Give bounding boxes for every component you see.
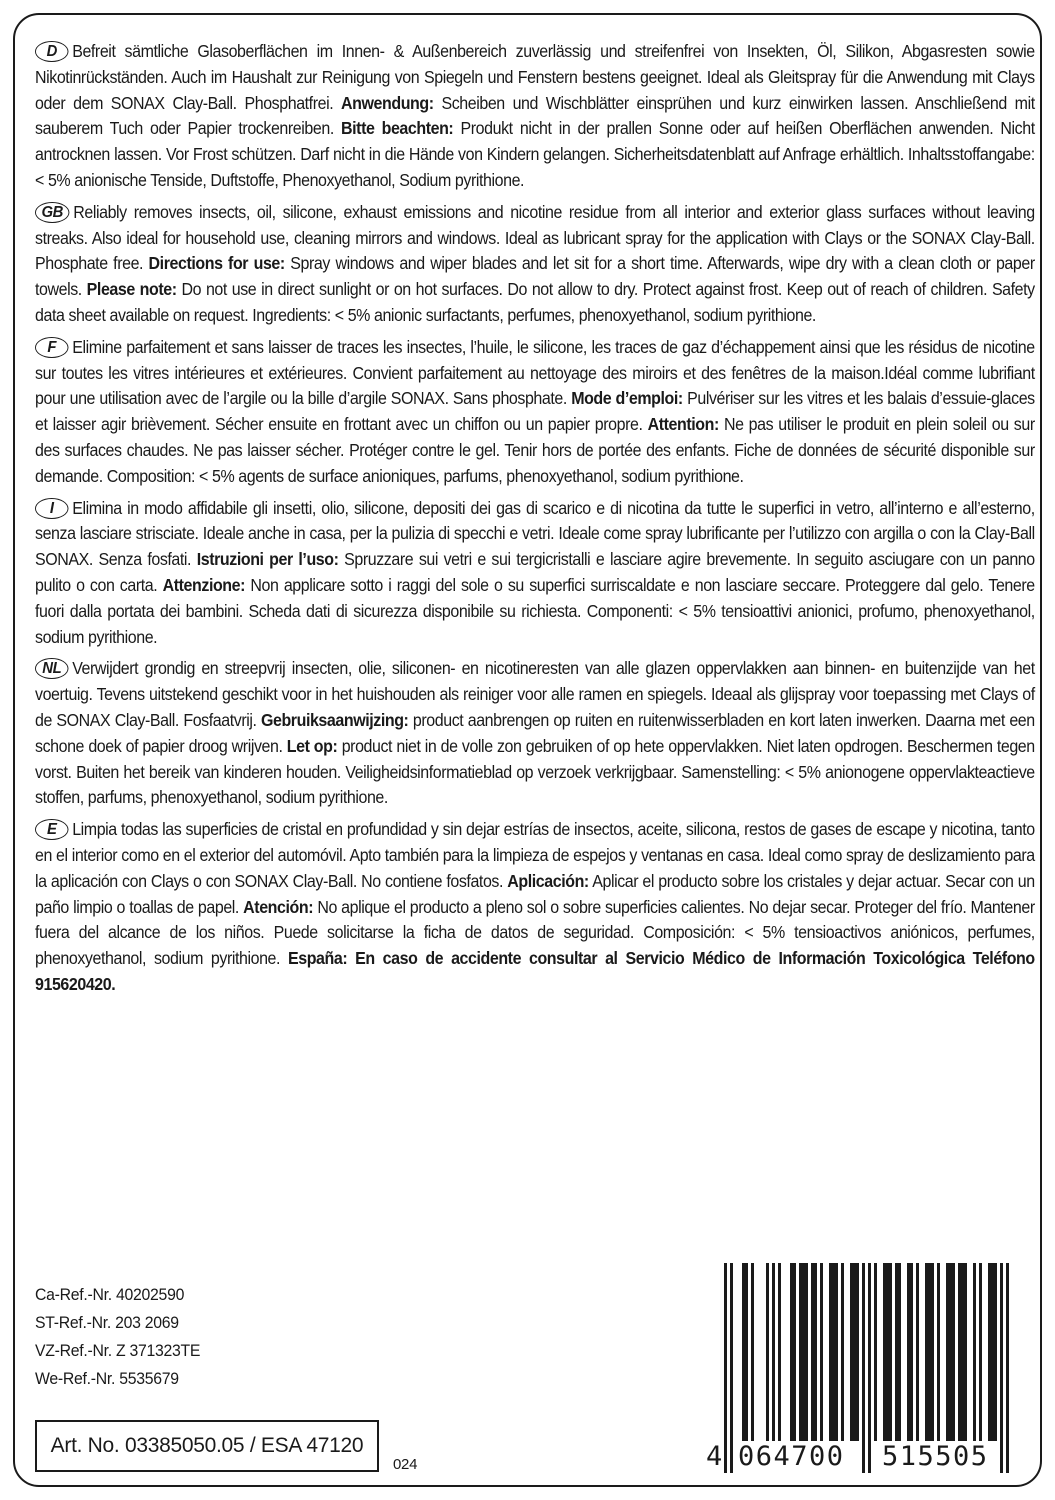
barcode-bar bbox=[814, 1263, 817, 1441]
barcode-bar bbox=[766, 1263, 769, 1441]
body-text: Verwijdert grondig en streepvrij insecten, olie, siliconen- en nicotineresten van alle glazen oppervlakken aan binnen- en buitenzijde van het voertuig. Tevens uitstekend geschikt voor in het huishouden als reiniger voor alle ramen en spiegels. Ideaal als glijspray voor toepassing met Clays of de SONAX Clay-Ball. Fosfaatvrij. bbox=[35, 658, 1035, 730]
barcode-bar bbox=[730, 1263, 733, 1473]
bold-heading: Aplicación: bbox=[507, 870, 589, 891]
barcode-bar bbox=[811, 1263, 814, 1441]
body-text: Non applicare sotto i raggi del sole o su superfici surriscaldate e non lasciare seccare. Proteggere dal gelo. Tenere fuori dalla portata dei bambini. Scheda dati di sicurezza disponibile su richiesta. Componenti: < 5% tensioattivi anionici, profumo, phenoxyethanol, sodium pyrithione. bbox=[35, 574, 1035, 647]
barcode-bar bbox=[778, 1263, 781, 1441]
language-badge: I bbox=[35, 498, 68, 519]
barcode-bar bbox=[898, 1263, 901, 1441]
barcode-bar bbox=[832, 1263, 835, 1441]
barcode-bar bbox=[949, 1263, 952, 1441]
barcode-bar bbox=[979, 1263, 982, 1441]
language-badge: NL bbox=[35, 658, 68, 679]
barcode-bar bbox=[937, 1263, 940, 1441]
barcode-bar bbox=[946, 1263, 949, 1441]
body-text: Produkt nicht in der prallen Sonne oder auf heißen Oberflächen anwenden. Nicht antrocknen lassen. Vor Frost schützen. Darf nicht in die Hände von Kindern gelangen. Sicherheitsdatenblatt auf Anfrage erhältlich. Inhaltsstoffangabe: < 5% anionische Tenside, Duftstoffe, Phenoxyethanol, Sodium pyrithione. bbox=[35, 118, 1035, 190]
barcode-bar bbox=[793, 1263, 796, 1441]
we-ref-number: We-Ref.-Nr. 5535679 bbox=[35, 1369, 179, 1388]
barcode-bar bbox=[745, 1263, 748, 1441]
body-text: product aanbrengen op ruiten en ruitenwisserbladen en kort laten inwerken. Daarna met een schone doek of papier droog wrijven. bbox=[35, 709, 1035, 756]
barcode-bar bbox=[886, 1263, 889, 1441]
body-text: No aplique el producto a pleno sol o sobre superficies calientes. No dejar secar. Proteger del frío. Mantener fuera del alcance de los niños. Puede solicitarse la ficha de datos de seguridad. Composición: < 5% tensioactivos aniónicos, perfumes, phenoxyethanol, sodium pyrithione. bbox=[35, 896, 1035, 969]
barcode-bar bbox=[907, 1263, 910, 1441]
bold-heading: Atención: bbox=[243, 896, 314, 917]
barcode-bar bbox=[790, 1263, 793, 1441]
bold-heading: Istruzioni per l’uso: bbox=[196, 549, 339, 570]
barcode-bar bbox=[724, 1263, 727, 1473]
barcode-bar bbox=[916, 1263, 919, 1441]
bold-heading: España: En caso de accidente consultar al Servicio Médico de Información Toxicológica Teléfono 915620420. bbox=[35, 948, 1035, 994]
body-text: Aplicar el producto sobre los cristales y dejar actuar. Secar con un paño limpio o toallas de papel. bbox=[35, 870, 1035, 917]
body-text: Scheiben und Wischblätter einsprühen und kurz einwirken lassen. Anschließend mit sauberem Tuch oder Papier trockenreiben. bbox=[35, 92, 1035, 139]
barcode bbox=[706, 1263, 1026, 1483]
barcode-left-group: 064700 bbox=[738, 1441, 845, 1472]
language-sections bbox=[35, 39, 1035, 1004]
product-label bbox=[13, 13, 1042, 1487]
barcode-bar bbox=[772, 1263, 775, 1441]
language-badge: GB bbox=[35, 202, 70, 223]
bold-heading: Attenzione: bbox=[162, 574, 246, 595]
barcode-bar bbox=[928, 1263, 931, 1441]
barcode-bar bbox=[925, 1263, 928, 1441]
section-f bbox=[35, 335, 1035, 490]
article-number-box: Art. No. 03385050.05 / ESA 47120 bbox=[35, 1420, 379, 1472]
barcode-bar bbox=[850, 1263, 853, 1441]
barcode-bar bbox=[952, 1263, 955, 1441]
bold-heading: Attention: bbox=[647, 414, 719, 435]
body-text: Elimine parfaitement et sans laisser de traces les insectes, l’huile, le silicone, les traces de gaz d’échappement ainsi que les résidus de nicotine sur toutes les vitres intérieures et extérieures. Convient parfaitement au nettoyage des miroirs et des fenêtres de la maison.Idéal comme lubrifiant pour une utilisation avec de l’argile ou la bille d’argile SONAX. Sans phosphate. bbox=[35, 336, 1035, 409]
barcode-bar bbox=[868, 1263, 871, 1473]
body-text: Do not use in direct sunlight or on hot surfaces. Do not allow to dry. Protect against frost. Keep out of reach of children. Safety data sheet available on request. Ingredients: < 5% anionic surfactants, perfumes, phenoxyethanol, sodium pyrithione. bbox=[35, 279, 1035, 325]
barcode-bar bbox=[820, 1263, 823, 1441]
bold-heading: Please note: bbox=[86, 279, 177, 300]
body-text: Reliably removes insects, oil, silicone, exhaust emissions and nicotine residue from all interior and exterior glass surfaces without leaving streaks. Also ideal for household use, cleaning mirrors and windows. Ideal as lubricant spray for the application with Clays or the SONAX Clay-Ball. Phosphate free. bbox=[35, 201, 1035, 274]
barcode-bar bbox=[883, 1263, 886, 1441]
language-badge: D bbox=[35, 41, 68, 62]
body-text: Pulvériser sur les vitres et les balais d’essuie-glaces et laisser agir brièvement. Sécher ensuite en frottant avec un chiffon ou un papier propre. bbox=[35, 388, 1035, 435]
barcode-bar bbox=[799, 1263, 802, 1441]
barcode-bar bbox=[853, 1263, 856, 1441]
barcode-bar bbox=[964, 1263, 967, 1441]
bold-heading: Gebruiksaanwijzing: bbox=[260, 709, 409, 730]
barcode-bar bbox=[841, 1263, 844, 1441]
version-code: 024 bbox=[393, 1456, 418, 1473]
barcode-bar bbox=[1000, 1263, 1003, 1473]
body-text: Befreit sämtliche Glasoberflächen im Innen- & Außenbereich zuverlässig und streifenfrei von Insekten, Öl, Silikon, Abgasresten sowie Nikotinrückständen. Auch im Haushalt zur Reinigung von Spiegeln und Fenstern bestens geeignet. Ideal als Gleitspray für die Anwendung mit Clays oder dem SONAX Clay-Ball. Phosphatfrei. bbox=[35, 41, 1035, 113]
barcode-bar bbox=[961, 1263, 964, 1441]
bold-heading: Directions for use: bbox=[148, 253, 285, 274]
body-text: Spruzzare sui vetri e sui tergicristalli e lasciare agire brevemente. In seguito asciugare con un panno pulito o con carta. bbox=[35, 549, 1035, 595]
language-badge: E bbox=[35, 819, 68, 840]
barcode-bar bbox=[862, 1263, 865, 1473]
bold-heading: Mode d’emploi: bbox=[571, 388, 683, 409]
body-text: Elimina in modo affidabile gli insetti, olio, silicone, depositi dei gas di scarico e di nicotina da tutte le superfici in vetro, all’interno e all’esterno, senza lasciare strisciate. Ideale anche in casa, per la pulizia di specchi e vetri. Ideale come spray lubrificante per l’utilizzo con argilla o con la Clay-Ball SONAX. Senza fosfati. bbox=[35, 497, 1035, 570]
barcode-bar bbox=[973, 1263, 976, 1441]
ca-ref-number: Ca-Ref.-Nr. 40202590 bbox=[35, 1285, 185, 1304]
section-i bbox=[35, 496, 1035, 651]
body-text: Limpia todas las superficies de cristal en profundidad y sin dejar estrías de insectos, aceite, silicona, restos de gases de escape y nicotina, tanto en el interior como en el exterior del automóvil. Apto también para la limpieza de espejos y ventanas en casa. Ideal como spray de deslizamiento para la aplicación con Clays o con SONAX Clay-Ball. No contiene fosfatos. bbox=[35, 819, 1035, 891]
barcode-bar bbox=[994, 1263, 997, 1441]
body-text: product niet in de volle zon gebruiken of op hete oppervlakken. Niet laten opdrogen. Beschermen tegen vorst. Buiten het bereik van kinderen houden. Veiligheidsinformatieblad op verzoek verkrijgbaar. Samenstelling: < 5% anionogene oppervlakteactieve stoffen, parfums, phenoxyethanol, sodium pyrithione. bbox=[35, 735, 1035, 808]
language-badge: F bbox=[35, 337, 68, 358]
bold-heading: Let op: bbox=[286, 735, 338, 756]
barcode-bar bbox=[1006, 1263, 1009, 1473]
section-d bbox=[35, 39, 1035, 194]
body-text: Spray windows and wiper blades and let sit for a short time. Afterwards, wipe dry with a clean cloth or paper towels. bbox=[35, 253, 1035, 300]
barcode-first-digit: 4 bbox=[706, 1441, 724, 1472]
bold-heading: Anwendung: bbox=[341, 92, 434, 113]
body-text: Ne pas utiliser le produit en plein soleil ou sur des surfaces chaudes. Ne pas laisser sécher. Protéger contre le gel. Tenir hors de portée des enfants. Fiche de données de sécurité disponible sur demande. Composition: < 5% agents de surface anioniques, parfums, phenoxyethanol, sodium pyrithione. bbox=[35, 414, 1035, 486]
barcode-bar bbox=[835, 1263, 838, 1441]
barcode-bar bbox=[895, 1263, 898, 1441]
barcode-right-group: 515505 bbox=[882, 1441, 989, 1472]
barcode-bar bbox=[829, 1263, 832, 1441]
st-ref-number: ST-Ref.-Nr. 203 2069 bbox=[35, 1313, 179, 1332]
barcode-bar bbox=[856, 1263, 859, 1441]
reference-numbers bbox=[35, 1281, 200, 1393]
section-nl bbox=[35, 656, 1035, 811]
barcode-bar bbox=[874, 1263, 877, 1441]
barcode-bar bbox=[991, 1263, 994, 1441]
barcode-bar bbox=[910, 1263, 913, 1441]
barcode-bar bbox=[742, 1263, 745, 1441]
barcode-bar bbox=[931, 1263, 934, 1441]
barcode-bar bbox=[802, 1263, 805, 1441]
section-e bbox=[35, 817, 1035, 998]
section-gb bbox=[35, 200, 1035, 329]
barcode-bar bbox=[988, 1263, 991, 1441]
vz-ref-number: VZ-Ref.-Nr. Z 371323TE bbox=[35, 1341, 201, 1360]
barcode-bar bbox=[889, 1263, 892, 1441]
barcode-bar bbox=[958, 1263, 961, 1441]
barcode-bar bbox=[751, 1263, 754, 1441]
barcode-bar bbox=[805, 1263, 808, 1441]
bold-heading: Bitte beachten: bbox=[341, 118, 454, 139]
